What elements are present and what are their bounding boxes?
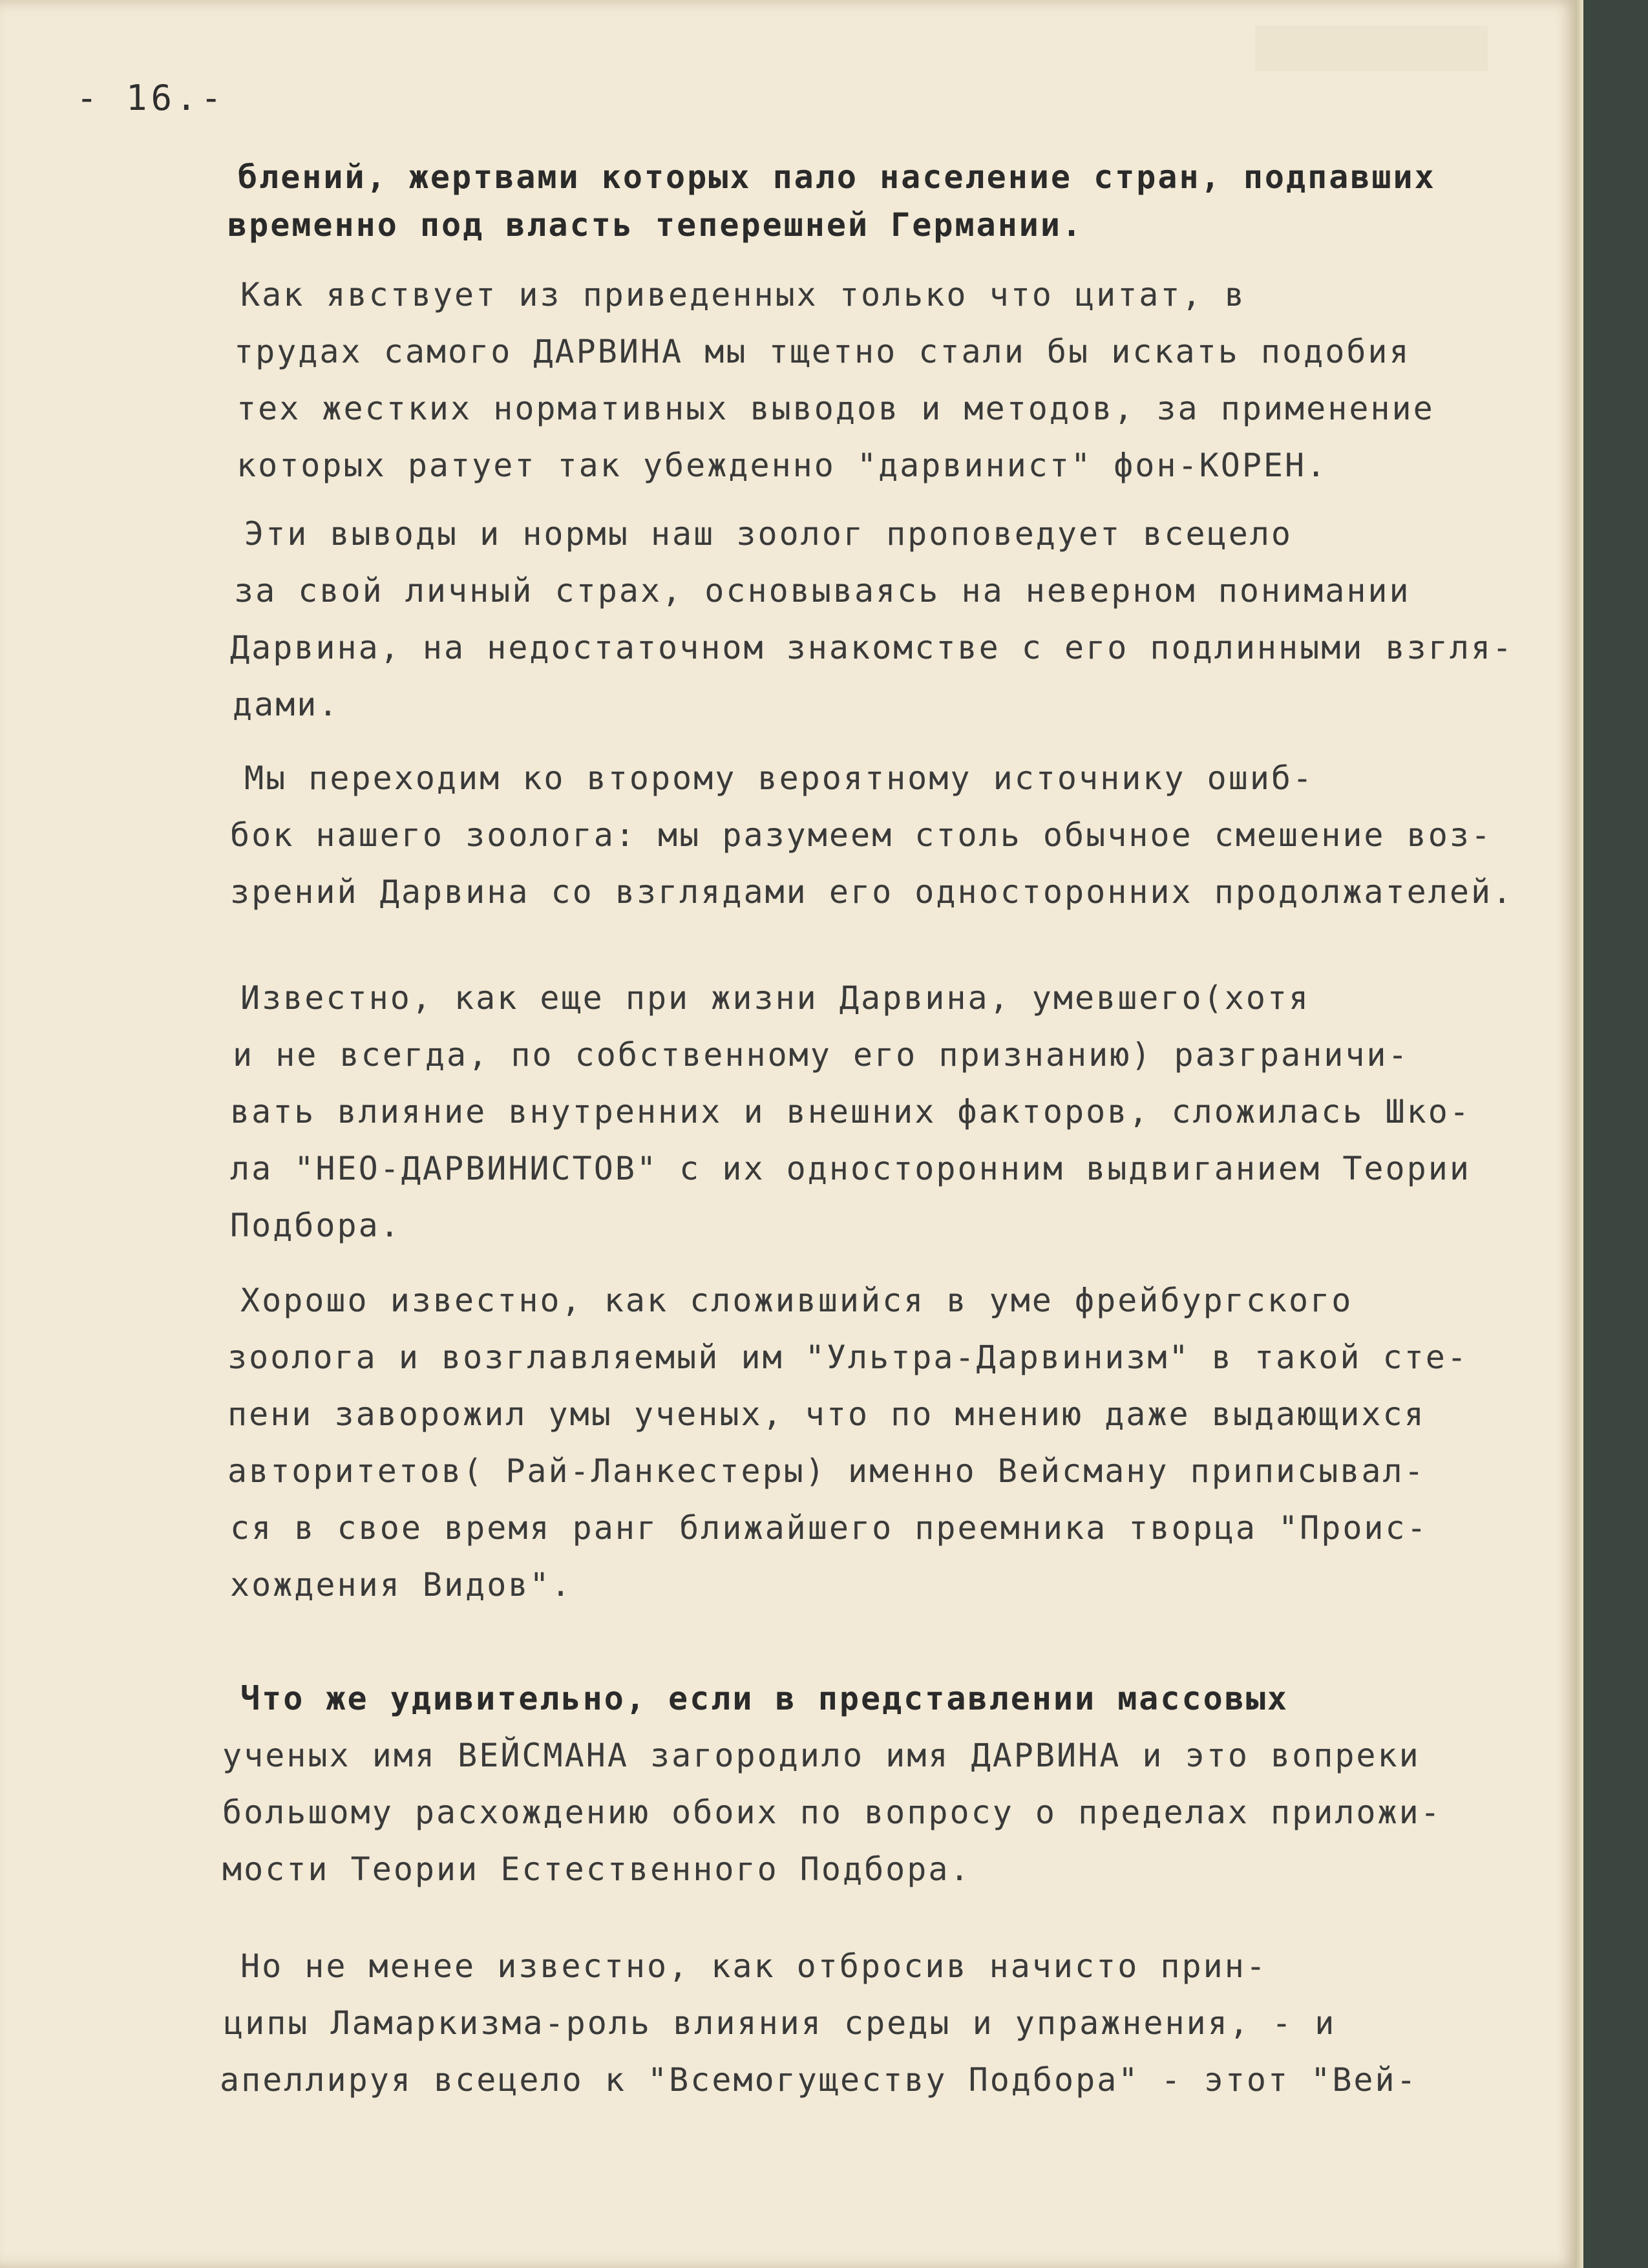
text-line: Как явствует из приведенных только что цитат, в (240, 276, 1246, 313)
text-line: временно под власть теперешней Германии. (227, 206, 1084, 244)
text-line: апеллируя всецело к "Всемогуществу Подбора" - этот "Вей- (220, 2061, 1418, 2099)
text-line: ученых имя ВЕЙСМАНА загородило имя ДАРВИНА и это вопреки (222, 1737, 1421, 1774)
text-line: бок нашего зоолога: мы разумеем столь обычное смешение воз- (230, 816, 1493, 854)
text-line: и не всегда, по собственному его признанию) разграничи- (233, 1036, 1410, 1074)
text-line: тех жестких нормативных выводов и методов, за применение (237, 390, 1435, 427)
page-number: - 16.- (76, 78, 226, 118)
text-line: зоолога и возглавляемый им "Ультра-Дарвинизм" в такой сте- (227, 1339, 1468, 1376)
text-line: авторитетов( Рай-Ланкестеры) именно Вейсману приписывал- (227, 1452, 1426, 1490)
text-line: ла "НЕО-ДАРВИНИСТОВ" с их односторонним выдвиганием Теории (230, 1150, 1471, 1187)
text-line: Но не менее известно, как отбросив начисто прин- (240, 1947, 1267, 1985)
text-line: которых ратует так убежденно "дарвинист" фон-КОРЕН. (237, 447, 1328, 484)
text-line: Что же удивительно, если в представлении массовых (240, 1680, 1289, 1717)
text-line: Дарвина, на недостаточном знакомстве с его подлинными взгля- (230, 629, 1514, 666)
text-line: пени заворожил умы ученых, что по мнению даже выдающихся (227, 1395, 1426, 1433)
text-line: большому расхождению обоих по вопросу о пределах приложи- (222, 1794, 1442, 1831)
text-line: Мы переходим ко второму вероятному источнику ошиб- (244, 759, 1315, 797)
text-line: зрений Дарвина со взглядами его односторонних продолжателей. (230, 873, 1514, 911)
text-line: Хорошо известно, как сложившийся в уме фрейбургского (240, 1282, 1353, 1319)
text-line: Подбора. (230, 1207, 401, 1244)
text-line: хождения Видов". (230, 1566, 573, 1604)
text-line: блений, жертвами которых пало население стран, подпавших (238, 158, 1436, 196)
text-line: дами. (233, 686, 340, 723)
paper-stain (1255, 26, 1488, 71)
text-line: ципы Ламаркизма-роль влияния среды и упражнения, - и (224, 2004, 1336, 2042)
text-line: за свой личный страх, основываясь на неверном понимании (234, 572, 1411, 609)
text-line: Известно, как еще при жизни Дарвина, умевшего(хотя (240, 979, 1311, 1017)
text-line: ся в свое время ранг ближайшего преемника творца "Проис- (230, 1509, 1428, 1547)
text-line: вать влияние внутренних и внешних факторов, сложилась Шко- (230, 1093, 1471, 1130)
text-line: трудах самого ДАРВИНА мы тщетно стали бы искать подобия (234, 333, 1411, 370)
page-edge (1576, 0, 1583, 2268)
text-line: мости Теории Естественного Подбора. (222, 1850, 971, 1888)
text-line: Эти выводы и нормы наш зоолог проповедует всецело (244, 515, 1293, 553)
